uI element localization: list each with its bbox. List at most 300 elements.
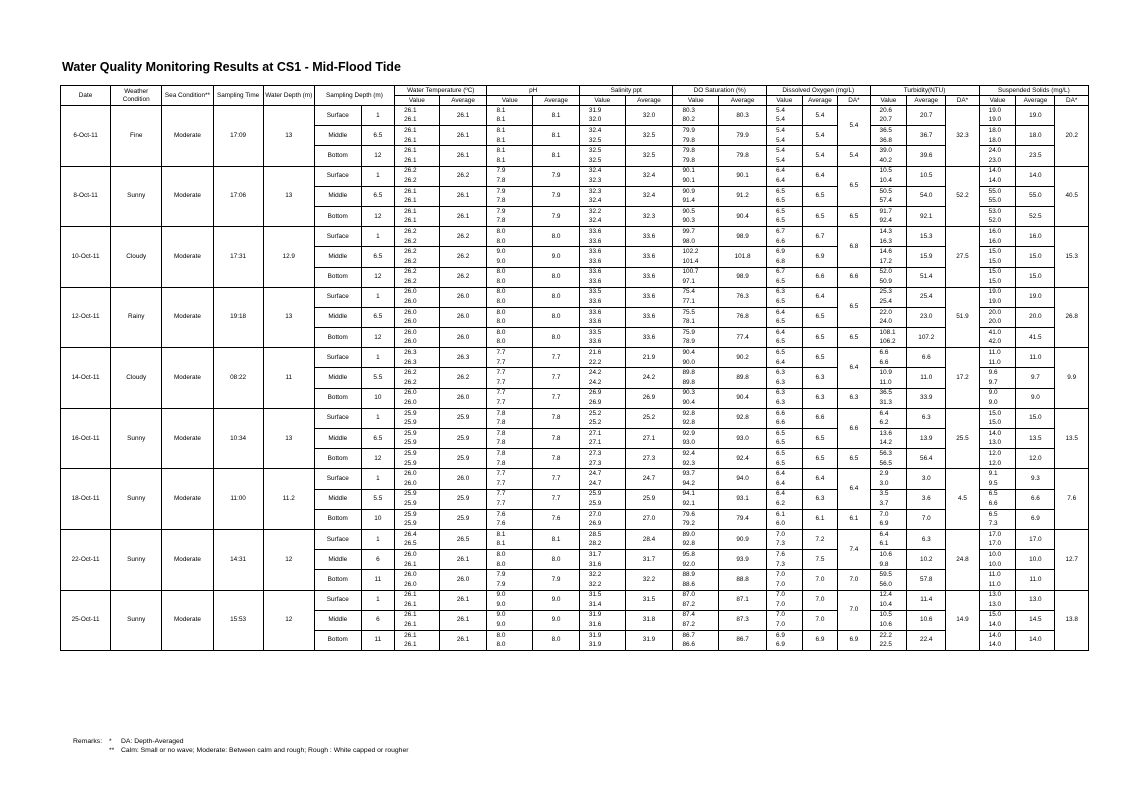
ss-value: 13.0 <box>979 600 1016 610</box>
table-row <box>61 166 1089 176</box>
do-value: 6.5 <box>767 338 803 348</box>
ph-average: 7.7 <box>533 469 580 489</box>
header-salinity: Salinity ppt <box>579 86 673 96</box>
do-average: 6.9 <box>802 630 838 650</box>
temp-average: 26.0 <box>439 469 487 489</box>
ss-value: 13.0 <box>979 439 1016 449</box>
ss-average: 16.0 <box>1016 227 1055 247</box>
turbidity-average: 51.4 <box>907 267 946 287</box>
ss-value: 19.0 <box>979 116 1016 126</box>
salinity-value: 26.9 <box>579 519 625 529</box>
do-value: 7.6 <box>767 550 803 560</box>
turbidity-depth-average: 17.2 <box>946 348 979 409</box>
weather-cell: Rainy <box>111 287 162 348</box>
turbidity-depth-average: 14.9 <box>946 590 979 651</box>
sea-condition-cell: Moderate <box>162 166 213 227</box>
temp-value: 26.1 <box>395 196 440 206</box>
water-quality-table <box>60 85 1089 651</box>
subheader-average: Average <box>533 96 580 106</box>
table-row <box>61 106 1089 116</box>
ss-depth-average: 26.8 <box>1055 287 1089 348</box>
subheader-average: Average <box>719 96 767 106</box>
turbidity-value: 50.5 <box>870 186 907 196</box>
sampling-depth-cell: 6 <box>361 550 394 570</box>
do-saturation-value: 90.4 <box>673 398 719 408</box>
do-saturation-value: 90.3 <box>673 388 719 398</box>
sampling-depth-cell: 6.5 <box>361 307 394 327</box>
salinity-average: 32.4 <box>625 186 673 206</box>
ph-value: 8.0 <box>487 307 533 317</box>
turbidity-depth-average: 32.3 <box>946 106 979 167</box>
do-saturation-value: 88.6 <box>673 580 719 590</box>
ss-value: 14.0 <box>979 640 1016 650</box>
sampling-depth-cell: 1 <box>361 469 394 489</box>
sea-condition-cell: Moderate <box>162 106 213 167</box>
temp-value: 26.0 <box>395 297 440 307</box>
do-saturation-value: 79.8 <box>673 136 719 146</box>
sampling-level-cell: Middle <box>314 489 361 509</box>
do-average: 6.3 <box>802 368 838 388</box>
do-saturation-value: 94.2 <box>673 479 719 489</box>
ph-value: 9.0 <box>487 610 533 620</box>
do-bottom-da: 6.5 <box>838 328 870 348</box>
ph-value: 9.0 <box>487 257 533 267</box>
do-saturation-average: 90.1 <box>719 166 767 186</box>
weather-cell: Sunny <box>111 529 162 590</box>
ss-value: 11.0 <box>979 358 1016 368</box>
sampling-level-cell: Bottom <box>314 388 361 408</box>
temp-value: 25.9 <box>395 499 440 509</box>
do-saturation-value: 90.3 <box>673 217 719 227</box>
do-average: 6.4 <box>802 469 838 489</box>
salinity-value: 27.3 <box>579 459 625 469</box>
ss-value: 19.0 <box>979 106 1016 116</box>
sampling-time-cell: 19:18 <box>213 287 263 348</box>
ss-average: 11.0 <box>1016 570 1055 590</box>
temp-average: 26.3 <box>439 348 487 368</box>
temp-average: 26.2 <box>439 247 487 267</box>
do-saturation-value: 87.2 <box>673 620 719 630</box>
water-depth-cell: 12.9 <box>263 227 314 288</box>
do-value: 6.5 <box>767 459 803 469</box>
ss-value: 13.0 <box>979 590 1016 600</box>
do-value: 5.4 <box>767 106 803 116</box>
turbidity-value: 6.4 <box>870 529 907 539</box>
ss-average: 15.0 <box>1016 267 1055 287</box>
salinity-value: 33.5 <box>579 287 625 297</box>
ss-average: 17.0 <box>1016 529 1055 549</box>
salinity-value: 31.9 <box>579 640 625 650</box>
do-value: 7.3 <box>767 540 803 550</box>
salinity-average: 32.4 <box>625 166 673 186</box>
salinity-average: 33.6 <box>625 307 673 327</box>
turbidity-average: 15.3 <box>907 227 946 247</box>
turbidity-value: 39.0 <box>870 146 907 156</box>
ss-average: 19.0 <box>1016 287 1055 307</box>
sampling-depth-cell: 1 <box>361 408 394 428</box>
sampling-depth-cell: 5.5 <box>361 368 394 388</box>
temp-average: 25.9 <box>439 408 487 428</box>
do-saturation-value: 100.7 <box>673 267 719 277</box>
do-saturation-average: 90.4 <box>719 388 767 408</box>
salinity-average: 24.7 <box>625 469 673 489</box>
turbidity-value: 36.8 <box>870 136 907 146</box>
ph-average: 7.7 <box>533 348 580 368</box>
ss-average: 12.0 <box>1016 449 1055 469</box>
do-saturation-value: 75.9 <box>673 328 719 338</box>
sampling-level-cell: Surface <box>314 590 361 610</box>
ss-value: 9.0 <box>979 398 1016 408</box>
do-average: 6.1 <box>802 509 838 529</box>
ss-value: 14.0 <box>979 429 1016 439</box>
ss-value: 15.0 <box>979 408 1016 418</box>
ss-value: 14.0 <box>979 176 1016 186</box>
sampling-level-cell: Surface <box>314 227 361 247</box>
ph-value: 7.7 <box>487 378 533 388</box>
ph-value: 7.8 <box>487 408 533 418</box>
ph-value: 7.8 <box>487 196 533 206</box>
temp-value: 26.3 <box>395 358 440 368</box>
do-saturation-average: 90.4 <box>719 206 767 226</box>
sampling-level-cell: Bottom <box>314 328 361 348</box>
do-value: 5.4 <box>767 126 803 136</box>
sampling-level-cell: Surface <box>314 106 361 126</box>
temp-average: 26.1 <box>439 146 487 166</box>
do-bottom-da: 6.3 <box>838 388 870 408</box>
sampling-level-cell: Surface <box>314 469 361 489</box>
turbidity-value: 6.6 <box>870 348 907 358</box>
turbidity-value: 10.4 <box>870 176 907 186</box>
temp-value: 26.2 <box>395 247 440 257</box>
do-saturation-value: 78.1 <box>673 317 719 327</box>
temp-average: 26.0 <box>439 328 487 348</box>
do-value: 6.7 <box>767 267 803 277</box>
remarks-text-2: Calm: Small or no wave; Moderate: Between calm and rough; Rough : White capped or rougher <box>121 747 409 754</box>
temp-average: 26.2 <box>439 166 487 186</box>
do-average: 6.3 <box>802 388 838 408</box>
ph-value: 7.7 <box>487 469 533 479</box>
temp-average: 26.1 <box>439 590 487 610</box>
ss-value: 18.0 <box>979 126 1016 136</box>
ph-value: 7.7 <box>487 499 533 509</box>
ph-value: 7.7 <box>487 368 533 378</box>
sampling-level-cell: Middle <box>314 429 361 449</box>
turbidity-average: 15.9 <box>907 247 946 267</box>
date-cell: 25-Oct-11 <box>61 590 111 651</box>
ss-value: 11.0 <box>979 570 1016 580</box>
salinity-value: 25.9 <box>579 499 625 509</box>
ss-average: 6.9 <box>1016 509 1055 529</box>
temp-value: 26.1 <box>395 136 440 146</box>
ss-value: 6.6 <box>979 499 1016 509</box>
salinity-value: 25.2 <box>579 418 625 428</box>
do-saturation-value: 92.4 <box>673 449 719 459</box>
header-ph: pH <box>487 86 579 96</box>
weather-cell: Cloudy <box>111 348 162 409</box>
temp-value: 26.1 <box>395 186 440 196</box>
ss-depth-average: 15.3 <box>1055 227 1089 288</box>
do-value: 6.5 <box>767 186 803 196</box>
sea-condition-cell: Moderate <box>162 348 213 409</box>
table-row <box>61 529 1089 539</box>
sampling-time-cell: 17:09 <box>213 106 263 167</box>
ph-average: 7.6 <box>533 509 580 529</box>
turbidity-value: 108.1 <box>870 328 907 338</box>
sampling-depth-cell: 12 <box>361 267 394 287</box>
salinity-value: 31.5 <box>579 590 625 600</box>
ph-average: 8.0 <box>533 227 580 247</box>
do-saturation-value: 77.1 <box>673 297 719 307</box>
sampling-depth-cell: 1 <box>361 287 394 307</box>
ph-value: 8.1 <box>487 540 533 550</box>
subheader-value: Value <box>487 96 533 106</box>
do-saturation-average: 88.8 <box>719 570 767 590</box>
ph-average: 9.0 <box>533 610 580 630</box>
do-bottom-da: 6.5 <box>838 449 870 469</box>
do-value: 6.5 <box>767 277 803 287</box>
sampling-level-cell: Surface <box>314 529 361 549</box>
ph-average: 8.0 <box>533 307 580 327</box>
do-value: 5.4 <box>767 116 803 126</box>
sampling-depth-cell: 12 <box>361 146 394 166</box>
do-value: 5.4 <box>767 156 803 166</box>
do-value: 6.3 <box>767 388 803 398</box>
sampling-level-cell: Middle <box>314 368 361 388</box>
temp-value: 25.9 <box>395 418 440 428</box>
ph-average: 9.0 <box>533 590 580 610</box>
ph-value: 7.8 <box>487 459 533 469</box>
do-value: 7.3 <box>767 560 803 570</box>
do-saturation-value: 90.9 <box>673 186 719 196</box>
turbidity-average: 22.4 <box>907 630 946 650</box>
ss-average: 13.5 <box>1016 429 1055 449</box>
header-sea: Sea Condition** <box>162 86 213 106</box>
header-temp: Water Temperature (ºC) <box>395 86 487 96</box>
temp-value: 26.1 <box>395 126 440 136</box>
do-depth-average: 6.5 <box>838 166 870 206</box>
header-date: Date <box>61 86 111 106</box>
salinity-value: 28.5 <box>579 529 625 539</box>
do-saturation-value: 92.9 <box>673 429 719 439</box>
do-value: 6.1 <box>767 509 803 519</box>
ph-value: 7.8 <box>487 418 533 428</box>
turbidity-average: 6.3 <box>907 529 946 549</box>
do-average: 6.6 <box>802 267 838 287</box>
subheader-value: Value <box>395 96 440 106</box>
ss-average: 9.7 <box>1016 368 1055 388</box>
ph-value: 9.0 <box>487 600 533 610</box>
salinity-value: 33.6 <box>579 257 625 267</box>
salinity-average: 25.9 <box>625 489 673 509</box>
do-saturation-value: 94.1 <box>673 489 719 499</box>
do-average: 6.5 <box>802 429 838 449</box>
ss-value: 15.0 <box>979 257 1016 267</box>
temp-value: 26.2 <box>395 237 440 247</box>
salinity-value: 32.4 <box>579 217 625 227</box>
do-value: 6.5 <box>767 317 803 327</box>
do-value: 7.0 <box>767 529 803 539</box>
do-saturation-average: 101.8 <box>719 247 767 267</box>
sampling-depth-cell: 10 <box>361 388 394 408</box>
ss-value: 19.0 <box>979 287 1016 297</box>
ph-value: 7.7 <box>487 388 533 398</box>
do-value: 6.5 <box>767 217 803 227</box>
do-saturation-value: 89.8 <box>673 378 719 388</box>
subheader-da: DA* <box>838 96 870 106</box>
date-cell: 6-Oct-11 <box>61 106 111 167</box>
ph-average: 8.0 <box>533 267 580 287</box>
subheader-value: Value <box>673 96 719 106</box>
sea-condition-cell: Moderate <box>162 529 213 590</box>
do-average: 6.9 <box>802 247 838 267</box>
do-value: 6.5 <box>767 196 803 206</box>
sea-condition-cell: Moderate <box>162 590 213 651</box>
do-saturation-value: 86.6 <box>673 640 719 650</box>
do-value: 6.4 <box>767 328 803 338</box>
do-saturation-value: 87.0 <box>673 590 719 600</box>
ph-value: 8.0 <box>487 277 533 287</box>
salinity-value: 31.9 <box>579 630 625 640</box>
do-value: 7.0 <box>767 620 803 630</box>
temp-value: 26.1 <box>395 156 440 166</box>
salinity-value: 31.9 <box>579 106 625 116</box>
water-depth-cell: 13 <box>263 166 314 227</box>
turbidity-value: 6.2 <box>870 418 907 428</box>
ph-average: 7.9 <box>533 186 580 206</box>
salinity-average: 31.9 <box>625 630 673 650</box>
sampling-time-cell: 17:06 <box>213 166 263 227</box>
sampling-time-cell: 14:31 <box>213 529 263 590</box>
salinity-value: 32.5 <box>579 136 625 146</box>
sampling-level-cell: Bottom <box>314 449 361 469</box>
ph-value: 7.6 <box>487 509 533 519</box>
turbidity-depth-average: 4.5 <box>946 469 979 530</box>
ph-value: 9.0 <box>487 247 533 257</box>
ss-value: 52.0 <box>979 217 1016 227</box>
do-value: 6.9 <box>767 630 803 640</box>
ph-value: 8.0 <box>487 338 533 348</box>
turbidity-value: 16.3 <box>870 237 907 247</box>
sampling-depth-cell: 12 <box>361 328 394 348</box>
salinity-value: 32.4 <box>579 166 625 176</box>
date-cell: 14-Oct-11 <box>61 348 111 409</box>
do-value: 6.5 <box>767 429 803 439</box>
ss-average: 6.6 <box>1016 489 1055 509</box>
turbidity-average: 6.6 <box>907 348 946 368</box>
ph-value: 7.7 <box>487 489 533 499</box>
salinity-value: 33.6 <box>579 338 625 348</box>
table-row <box>61 348 1089 358</box>
ph-value: 8.1 <box>487 529 533 539</box>
ph-value: 7.7 <box>487 348 533 358</box>
header-sampling-depth: Sampling Depth (m) <box>314 86 394 106</box>
temp-value: 26.0 <box>395 328 440 338</box>
do-value: 6.4 <box>767 479 803 489</box>
date-cell: 22-Oct-11 <box>61 529 111 590</box>
sea-condition-cell: Moderate <box>162 287 213 348</box>
do-value: 6.4 <box>767 358 803 368</box>
ph-average: 8.1 <box>533 126 580 146</box>
do-value: 6.6 <box>767 237 803 247</box>
turbidity-value: 91.7 <box>870 206 907 216</box>
turbidity-value: 106.2 <box>870 338 907 348</box>
turbidity-value: 10.4 <box>870 600 907 610</box>
ph-average: 8.0 <box>533 287 580 307</box>
temp-value: 26.1 <box>395 560 440 570</box>
do-average: 6.5 <box>802 307 838 327</box>
do-saturation-average: 92.8 <box>719 408 767 428</box>
ss-value: 24.0 <box>979 146 1016 156</box>
salinity-value: 27.3 <box>579 449 625 459</box>
do-value: 5.4 <box>767 136 803 146</box>
salinity-value: 25.2 <box>579 408 625 418</box>
sampling-depth-cell: 1 <box>361 529 394 549</box>
temp-value: 26.2 <box>395 227 440 237</box>
turbidity-value: 9.8 <box>870 560 907 570</box>
turbidity-average: 54.0 <box>907 186 946 206</box>
do-value: 6.5 <box>767 439 803 449</box>
salinity-value: 27.0 <box>579 509 625 519</box>
do-saturation-average: 86.7 <box>719 630 767 650</box>
ph-average: 8.1 <box>533 146 580 166</box>
sampling-time-cell: 15:53 <box>213 590 263 651</box>
temp-value: 26.1 <box>395 146 440 156</box>
temp-value: 26.0 <box>395 307 440 317</box>
water-depth-cell: 13 <box>263 106 314 167</box>
do-saturation-value: 87.2 <box>673 600 719 610</box>
ss-value: 9.7 <box>979 378 1016 388</box>
subheader-average: Average <box>907 96 946 106</box>
ph-value: 7.8 <box>487 429 533 439</box>
do-saturation-value: 90.1 <box>673 166 719 176</box>
water-depth-cell: 11.2 <box>263 469 314 530</box>
ss-average: 52.5 <box>1016 206 1055 226</box>
ph-value: 7.9 <box>487 186 533 196</box>
subheader-da: DA* <box>1055 96 1089 106</box>
temp-average: 26.5 <box>439 529 487 549</box>
ss-average: 13.0 <box>1016 590 1055 610</box>
do-saturation-average: 98.9 <box>719 267 767 287</box>
temp-value: 26.4 <box>395 529 440 539</box>
do-value: 6.9 <box>767 247 803 257</box>
salinity-average: 33.6 <box>625 247 673 267</box>
do-depth-average: 7.4 <box>838 529 870 569</box>
sampling-time-cell: 11:00 <box>213 469 263 530</box>
ss-value: 12.0 <box>979 459 1016 469</box>
temp-value: 26.1 <box>395 590 440 600</box>
do-value: 6.4 <box>767 166 803 176</box>
turbidity-average: 10.5 <box>907 166 946 186</box>
sampling-depth-cell: 6 <box>361 610 394 630</box>
ph-average: 7.7 <box>533 489 580 509</box>
do-saturation-value: 90.4 <box>673 348 719 358</box>
do-average: 6.3 <box>802 489 838 509</box>
temp-value: 26.1 <box>395 620 440 630</box>
do-average: 6.5 <box>802 206 838 226</box>
temp-value: 25.9 <box>395 439 440 449</box>
temp-average: 26.0 <box>439 388 487 408</box>
ss-average: 14.0 <box>1016 166 1055 186</box>
do-saturation-value: 92.3 <box>673 459 719 469</box>
turbidity-value: 56.0 <box>870 580 907 590</box>
remarks-text-1: DA: Depth-Averaged <box>121 738 184 745</box>
ph-average: 7.8 <box>533 449 580 469</box>
do-depth-average: 6.4 <box>838 469 870 509</box>
do-saturation-average: 98.9 <box>719 227 767 247</box>
turbidity-average: 20.7 <box>907 106 946 126</box>
turbidity-value: 7.0 <box>870 509 907 519</box>
turbidity-value: 36.5 <box>870 388 907 398</box>
